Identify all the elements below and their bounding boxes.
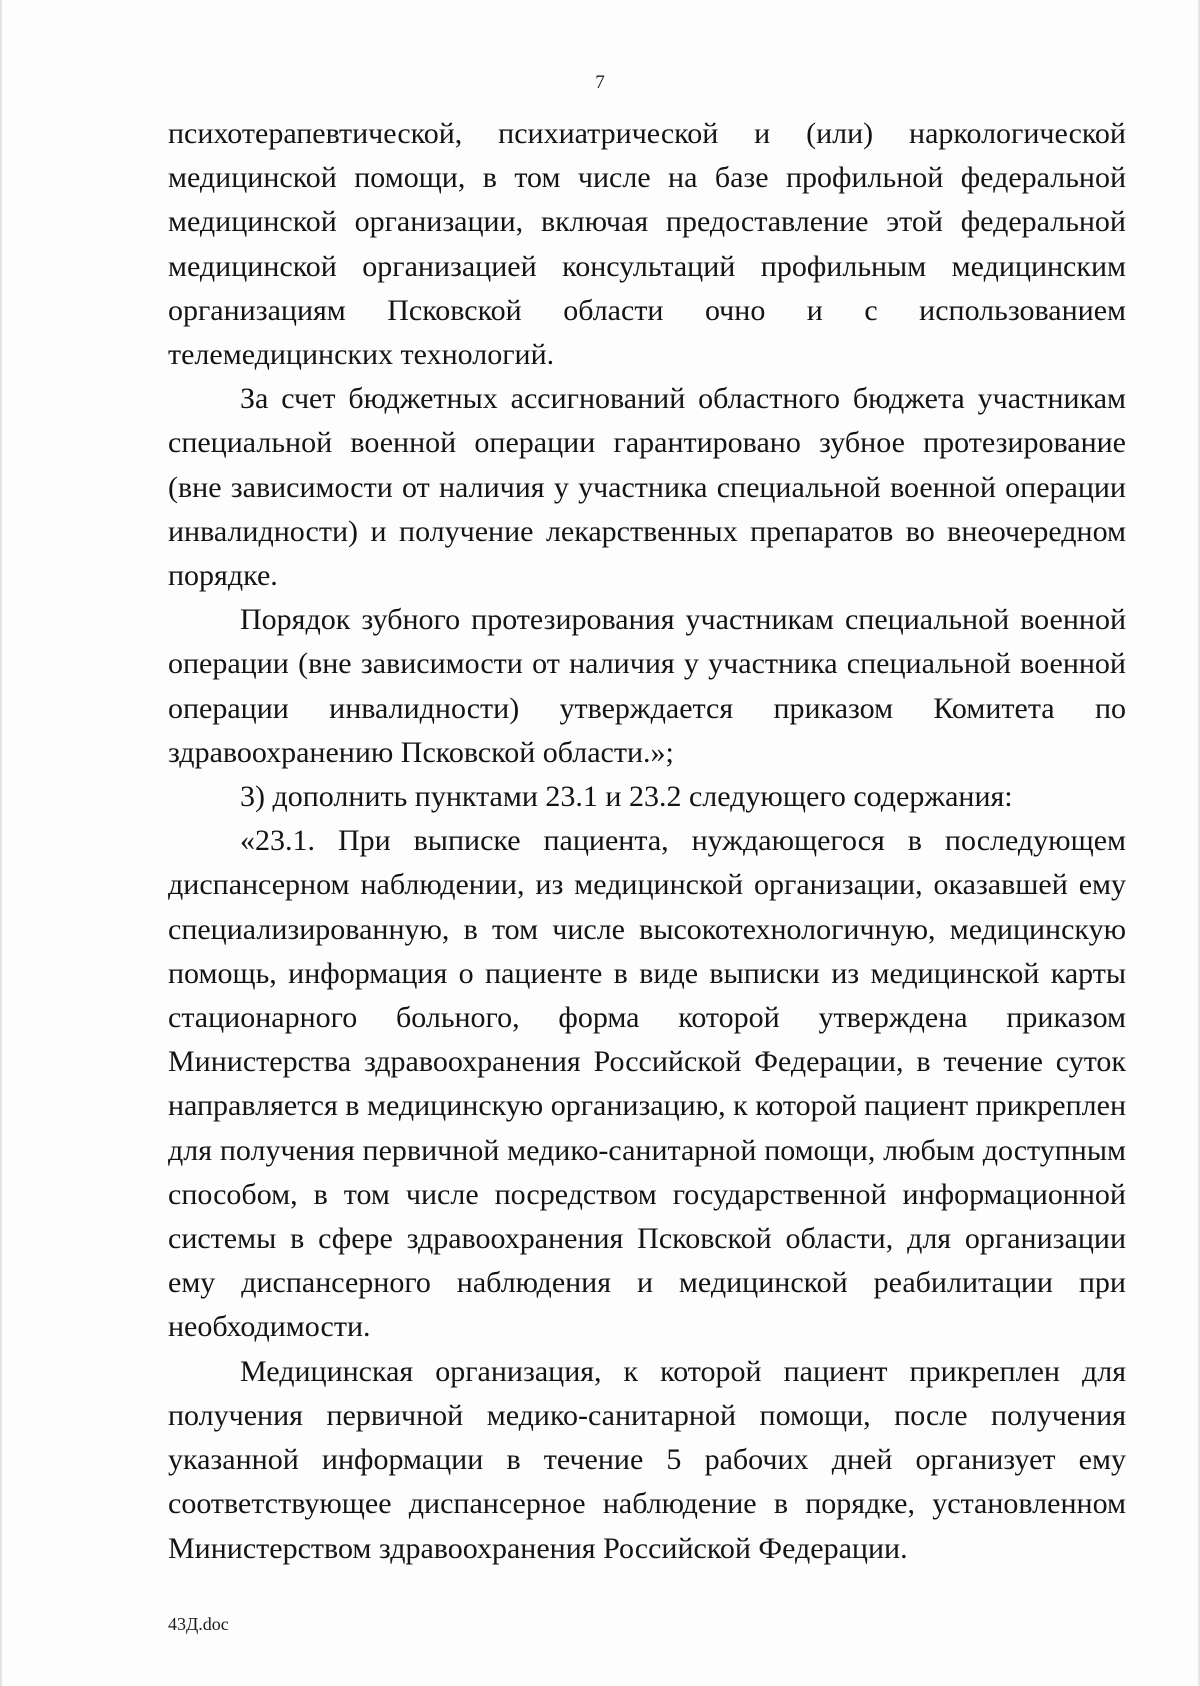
paragraph-amendment-item: 3) дополнить пунктами 23.1 и 23.2 следующего содержания:	[240, 780, 1013, 814]
paragraph-dental-procedure: Порядок зубного протезирования участникам специальной военной операции (вне зависимости от наличия у участника специальной военной операции инвалидности) утверждается приказом Комитета по здравоохранению Псковской области.»;	[168, 603, 1126, 769]
paragraph-medical-organization: Медицинская организация, к которой пациент прикреплен для получения первичной медико-санитарной помощи, после получения указанной информации в течение 5 рабочих дней организует ему соответствующее диспансерное наблюдение в порядке, установленном Министерством здравоохранения Российской Федерации.	[168, 1354, 1126, 1565]
document-body	[168, 112, 1126, 1571]
page-number: 7	[595, 72, 605, 93]
paragraph-budget-guarantee: За счет бюджетных ассигнований областного бюджета участникам специальной военной операции гарантировано зубное протезирование (вне зависимости от наличия у участника специальной военной операции инвалидности) и получение лекарственных препаратов во внеочередном порядке.	[168, 382, 1126, 593]
footer-filename: 43Д.doc	[168, 1614, 229, 1634]
paragraph-clause-23-1: «23.1. При выписке пациента, нуждающегося в последующем диспансерном наблюдении, из медицинской организации, оказавшей ему специализированную, в том числе высокотехнологичную, медицинскую помощь, информация о пациенте в виде выписки из медицинской карты стационарного больного, форма которой утверждена приказом Министерства здравоохранения Российской Федерации, в течение суток направляется в медицинскую организацию, к которой пациент прикреплен для получения первичной медико-санитарной помощи, любым доступным способом, в том числе посредством государственной информационной системы в сфере здравоохранения Псковской области, для организации ему диспансерного наблюдения и медицинской реабилитации при необходимости.	[168, 824, 1126, 1344]
paragraph-continuation: психотерапевтической, психиатрической и (или) наркологической медицинской помощи, в том числе на базе профильной федеральной медицинской организации, включая предоставление этой федеральной медицинской организацией консультаций профильным медицинским организациям Псковской области очно и с использованием телемедицинских технологий.	[168, 117, 1126, 372]
